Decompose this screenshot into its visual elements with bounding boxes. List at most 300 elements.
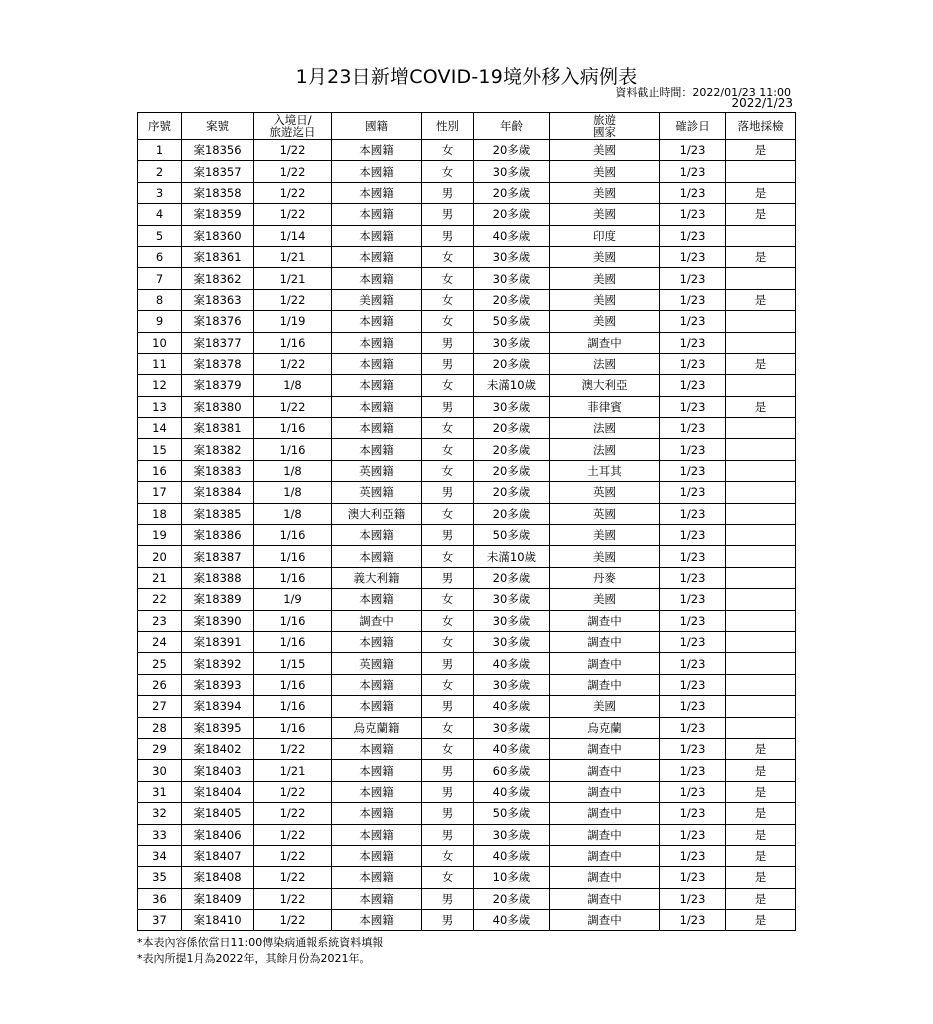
table-cell: 案18405: [182, 803, 254, 824]
table-cell: 調查中: [550, 332, 660, 353]
table-cell: 案18409: [182, 888, 254, 909]
table-cell: 本國籍: [332, 803, 422, 824]
table-cell: 1/23: [660, 546, 726, 567]
table-row: [138, 717, 796, 738]
table-cell: 丹麥: [550, 567, 660, 588]
table-cell: 本國籍: [332, 311, 422, 332]
table-cell: 男: [422, 332, 474, 353]
table-row: [138, 182, 796, 203]
table-cell: 調查中: [550, 631, 660, 652]
table-cell: 1/23: [660, 396, 726, 417]
table-cell: [726, 610, 796, 631]
table-cell: 本國籍: [332, 204, 422, 225]
table-cell: 20多歲: [474, 503, 550, 524]
table-cell: 20多歲: [474, 460, 550, 481]
table-cell: [726, 674, 796, 695]
table-cell: 美國: [550, 204, 660, 225]
table-cell: 案18360: [182, 225, 254, 246]
table-cell: 6: [138, 246, 182, 267]
table-cell: 美國: [550, 696, 660, 717]
table-cell: 案18376: [182, 311, 254, 332]
table-cell: 調查中: [332, 610, 422, 631]
table-cell: 案18384: [182, 482, 254, 503]
table-cell: 1/23: [660, 760, 726, 781]
table-cell: 女: [422, 375, 474, 396]
table-row: [138, 396, 796, 417]
table-cell: 未滿10歲: [474, 546, 550, 567]
table-cell: 30: [138, 760, 182, 781]
table-cell: 1/23: [660, 332, 726, 353]
table-cell: 是: [726, 888, 796, 909]
table-cell: 本國籍: [332, 781, 422, 802]
table-cell: 30多歲: [474, 589, 550, 610]
table-cell: 本國籍: [332, 824, 422, 845]
table-cell: 美國: [550, 311, 660, 332]
table-cell: [726, 311, 796, 332]
table-cell: 調查中: [550, 653, 660, 674]
table-cell: 案18383: [182, 460, 254, 481]
table-cell: 20多歲: [474, 353, 550, 374]
table-cell: 19: [138, 525, 182, 546]
table-cell: 1/23: [660, 867, 726, 888]
table-cell: 女: [422, 867, 474, 888]
table-cell: 案18357: [182, 161, 254, 182]
cutoff-time: 資料截止時間：2022/01/23 11:00: [615, 86, 791, 99]
table-cell: 1/8: [254, 460, 332, 481]
table-cell: 30多歲: [474, 631, 550, 652]
table-cell: 英國: [550, 503, 660, 524]
table-cell: 是: [726, 204, 796, 225]
table-cell: [726, 653, 796, 674]
table-row: [138, 503, 796, 524]
table-cell: 3: [138, 182, 182, 203]
table-cell: 本國籍: [332, 182, 422, 203]
column-header: 序號: [138, 113, 182, 140]
table-cell: 是: [726, 396, 796, 417]
table-cell: 案18406: [182, 824, 254, 845]
table-cell: 20多歲: [474, 140, 550, 161]
table-cell: 女: [422, 418, 474, 439]
table-cell: 美國: [550, 140, 660, 161]
table-cell: 1/23: [660, 653, 726, 674]
table-cell: 本國籍: [332, 140, 422, 161]
table-cell: 32: [138, 803, 182, 824]
table-cell: 1/23: [660, 418, 726, 439]
table-cell: 40多歲: [474, 225, 550, 246]
table-cell: 案18377: [182, 332, 254, 353]
table-cell: 1/23: [660, 268, 726, 289]
table-cell: 男: [422, 225, 474, 246]
table-cell: 澳大利亞籍: [332, 503, 422, 524]
table-cell: 1/22: [254, 845, 332, 866]
table-cell: 1/21: [254, 760, 332, 781]
table-cell: 案18382: [182, 439, 254, 460]
table-cell: 法國: [550, 353, 660, 374]
table-cell: 1/22: [254, 182, 332, 203]
table-row: [138, 546, 796, 567]
table-cell: [726, 161, 796, 182]
table-cell: 1/23: [660, 161, 726, 182]
table-cell: 40多歲: [474, 738, 550, 759]
table-cell: 30多歲: [474, 161, 550, 182]
table-row: [138, 567, 796, 588]
table-cell: 1/23: [660, 567, 726, 588]
table-cell: 30多歲: [474, 246, 550, 267]
table-cell: [726, 589, 796, 610]
table-row: [138, 803, 796, 824]
table-cell: 1/23: [660, 439, 726, 460]
table-cell: 義大利籍: [332, 567, 422, 588]
table-cell: 40多歲: [474, 781, 550, 802]
table-cell: 1/21: [254, 246, 332, 267]
table-cell: 12: [138, 375, 182, 396]
table-cell: 女: [422, 246, 474, 267]
table-row: [138, 204, 796, 225]
table-cell: [726, 418, 796, 439]
table-cell: 女: [422, 546, 474, 567]
table-cell: 本國籍: [332, 396, 422, 417]
table-cell: 本國籍: [332, 418, 422, 439]
table-cell: 30多歲: [474, 396, 550, 417]
table-cell: 1/16: [254, 567, 332, 588]
table-cell: 1/8: [254, 375, 332, 396]
table-cell: 案18386: [182, 525, 254, 546]
table-cell: 23: [138, 610, 182, 631]
table-cell: 1/23: [660, 204, 726, 225]
table-cell: 1/22: [254, 289, 332, 310]
table-cell: 40多歲: [474, 696, 550, 717]
table-row: [138, 311, 796, 332]
table-cell: 1/22: [254, 803, 332, 824]
column-header: 落地採檢: [726, 113, 796, 140]
table-row: [138, 375, 796, 396]
table-cell: 1/22: [254, 824, 332, 845]
table-cell: 是: [726, 781, 796, 802]
table-cell: 調查中: [550, 910, 660, 931]
table-cell: 1/16: [254, 418, 332, 439]
page-title: 1月23日新增COVID-19境外移入病例表: [295, 66, 638, 88]
table-cell: 10: [138, 332, 182, 353]
table-cell: 1/16: [254, 610, 332, 631]
table-cell: 調查中: [550, 867, 660, 888]
table-cell: 1/16: [254, 332, 332, 353]
table-cell: 男: [422, 525, 474, 546]
table-cell: 本國籍: [332, 696, 422, 717]
table-row: [138, 460, 796, 481]
table-row: [138, 589, 796, 610]
table-cell: 烏克蘭: [550, 717, 660, 738]
table-cell: 女: [422, 439, 474, 460]
table-cell: 美國: [550, 589, 660, 610]
table-cell: 案18407: [182, 845, 254, 866]
table-row: [138, 696, 796, 717]
table-row: [138, 631, 796, 652]
table-cell: 26: [138, 674, 182, 695]
table-cell: 本國籍: [332, 525, 422, 546]
table-row: [138, 353, 796, 374]
table-cell: 40多歲: [474, 653, 550, 674]
table-cell: 是: [726, 289, 796, 310]
table-cell: 1/23: [660, 824, 726, 845]
table-cell: 1/23: [660, 674, 726, 695]
table-cell: 美國: [550, 246, 660, 267]
table-cell: 男: [422, 353, 474, 374]
table-cell: 1/23: [660, 910, 726, 931]
table-cell: 本國籍: [332, 246, 422, 267]
table-cell: 1/16: [254, 439, 332, 460]
table-row: [138, 482, 796, 503]
table-cell: 案18410: [182, 910, 254, 931]
table-cell: 案18404: [182, 781, 254, 802]
table-row: [138, 845, 796, 866]
table-row: [138, 332, 796, 353]
table-cell: 男: [422, 803, 474, 824]
table-cell: 22: [138, 589, 182, 610]
table-cell: 美國: [550, 289, 660, 310]
table-cell: 女: [422, 589, 474, 610]
table-cell: 調查中: [550, 781, 660, 802]
table-cell: 27: [138, 696, 182, 717]
table-cell: 20多歲: [474, 567, 550, 588]
table-cell: 美國籍: [332, 289, 422, 310]
table-cell: 1/16: [254, 525, 332, 546]
column-header: 確診日: [660, 113, 726, 140]
table-cell: 1/23: [660, 717, 726, 738]
table-cell: 案18359: [182, 204, 254, 225]
table-cell: 案18391: [182, 631, 254, 652]
table-cell: 13: [138, 396, 182, 417]
table-row: [138, 674, 796, 695]
table-cell: 本國籍: [332, 631, 422, 652]
table-cell: 1/22: [254, 396, 332, 417]
table-cell: 女: [422, 845, 474, 866]
table-cell: 1/23: [660, 845, 726, 866]
table-cell: 女: [422, 140, 474, 161]
table-cell: 男: [422, 182, 474, 203]
table-cell: 25: [138, 653, 182, 674]
table-cell: 1/22: [254, 140, 332, 161]
column-header: 旅遊 國家: [550, 113, 660, 140]
table-row: [138, 161, 796, 182]
table-cell: 1/19: [254, 311, 332, 332]
table-cell: 是: [726, 738, 796, 759]
table-cell: 案18379: [182, 375, 254, 396]
footnote: *表內所提1月為2022年，其餘月份為2021年。: [137, 952, 371, 965]
table-cell: 1: [138, 140, 182, 161]
table-cell: 1/23: [660, 888, 726, 909]
table-cell: [726, 503, 796, 524]
table-cell: 35: [138, 867, 182, 888]
table-row: [138, 140, 796, 161]
table-cell: 本國籍: [332, 161, 422, 182]
table-cell: 案18380: [182, 396, 254, 417]
table-cell: 1/21: [254, 268, 332, 289]
case-table: [137, 112, 796, 931]
table-cell: 33: [138, 824, 182, 845]
table-cell: 1/23: [660, 311, 726, 332]
table-row: [138, 418, 796, 439]
table-cell: 29: [138, 738, 182, 759]
table-cell: 30多歲: [474, 674, 550, 695]
table-row: [138, 439, 796, 460]
table-cell: 30多歲: [474, 824, 550, 845]
table-cell: 1/14: [254, 225, 332, 246]
table-cell: 案18387: [182, 546, 254, 567]
table-cell: 烏克蘭籍: [332, 717, 422, 738]
table-cell: 男: [422, 653, 474, 674]
table-cell: 14: [138, 418, 182, 439]
table-row: [138, 289, 796, 310]
table-cell: 男: [422, 696, 474, 717]
table-cell: 1/23: [660, 460, 726, 481]
column-header: 性別: [422, 113, 474, 140]
table-cell: 1/23: [660, 525, 726, 546]
table-cell: 本國籍: [332, 738, 422, 759]
table-cell: 案18378: [182, 353, 254, 374]
table-cell: 女: [422, 738, 474, 759]
table-cell: 50多歲: [474, 525, 550, 546]
table-cell: 24: [138, 631, 182, 652]
table-cell: [726, 268, 796, 289]
table-cell: 1/23: [660, 140, 726, 161]
table-cell: 18: [138, 503, 182, 524]
table-cell: 17: [138, 482, 182, 503]
table-cell: 女: [422, 311, 474, 332]
table-cell: 女: [422, 268, 474, 289]
table-cell: [726, 482, 796, 503]
table-cell: 本國籍: [332, 268, 422, 289]
column-header: 國籍: [332, 113, 422, 140]
table-cell: 20多歲: [474, 888, 550, 909]
table-cell: 調查中: [550, 845, 660, 866]
table-cell: 美國: [550, 268, 660, 289]
table-cell: 1/23: [660, 803, 726, 824]
table-cell: 1/16: [254, 696, 332, 717]
table-cell: 20多歲: [474, 182, 550, 203]
table-cell: 21: [138, 567, 182, 588]
table-cell: 11: [138, 353, 182, 374]
table-cell: 1/16: [254, 546, 332, 567]
table-cell: 40多歲: [474, 910, 550, 931]
table-cell: 英國籍: [332, 460, 422, 481]
table-cell: 8: [138, 289, 182, 310]
table-cell: 調查中: [550, 760, 660, 781]
table-cell: 案18356: [182, 140, 254, 161]
table-cell: 調查中: [550, 610, 660, 631]
table-cell: 1/22: [254, 910, 332, 931]
table-cell: 案18394: [182, 696, 254, 717]
table-cell: 1/23: [660, 738, 726, 759]
table-cell: 本國籍: [332, 674, 422, 695]
table-cell: [726, 332, 796, 353]
table-row: [138, 246, 796, 267]
table-cell: 本國籍: [332, 439, 422, 460]
table-cell: 男: [422, 482, 474, 503]
table-cell: 案18385: [182, 503, 254, 524]
table-cell: 案18402: [182, 738, 254, 759]
table-cell: 10多歲: [474, 867, 550, 888]
table-cell: 1/15: [254, 653, 332, 674]
table-cell: 案18390: [182, 610, 254, 631]
table-cell: 1/22: [254, 353, 332, 374]
table-cell: 1/23: [660, 503, 726, 524]
table-cell: 案18393: [182, 674, 254, 695]
table-cell: 菲律賓: [550, 396, 660, 417]
table-cell: 是: [726, 845, 796, 866]
table-cell: 1/23: [660, 610, 726, 631]
table-cell: 1/23: [660, 781, 726, 802]
table-cell: 30多歲: [474, 268, 550, 289]
table-cell: 印度: [550, 225, 660, 246]
table-cell: [726, 375, 796, 396]
table-cell: 1/23: [660, 631, 726, 652]
table-cell: 36: [138, 888, 182, 909]
table-cell: 9: [138, 311, 182, 332]
table-cell: 1/23: [660, 353, 726, 374]
table-cell: 法國: [550, 418, 660, 439]
table-cell: 本國籍: [332, 375, 422, 396]
table-cell: 女: [422, 717, 474, 738]
table-cell: 案18392: [182, 653, 254, 674]
table-cell: 20多歲: [474, 289, 550, 310]
table-cell: 案18403: [182, 760, 254, 781]
table-cell: 34: [138, 845, 182, 866]
table-cell: 1/23: [660, 225, 726, 246]
table-cell: 是: [726, 353, 796, 374]
table-cell: 是: [726, 182, 796, 203]
column-header: 年齡: [474, 113, 550, 140]
table-cell: 男: [422, 824, 474, 845]
table-cell: 1/8: [254, 503, 332, 524]
table-cell: [726, 439, 796, 460]
table-cell: 是: [726, 824, 796, 845]
table-cell: 美國: [550, 182, 660, 203]
table-row: [138, 888, 796, 909]
table-cell: 20多歲: [474, 418, 550, 439]
table-cell: 1/23: [660, 589, 726, 610]
table-cell: 調查中: [550, 888, 660, 909]
table-cell: 1/22: [254, 781, 332, 802]
table-cell: 20多歲: [474, 482, 550, 503]
table-row: [138, 525, 796, 546]
table-cell: 28: [138, 717, 182, 738]
table-cell: 1/8: [254, 482, 332, 503]
table-cell: 女: [422, 674, 474, 695]
table-row: [138, 824, 796, 845]
table-cell: 30多歲: [474, 717, 550, 738]
table-cell: 20: [138, 546, 182, 567]
table-cell: 未滿10歲: [474, 375, 550, 396]
table-row: [138, 867, 796, 888]
table-cell: 男: [422, 396, 474, 417]
table-cell: [726, 717, 796, 738]
table-cell: [726, 225, 796, 246]
table-cell: 是: [726, 867, 796, 888]
table-cell: 案18362: [182, 268, 254, 289]
table-cell: 1/16: [254, 717, 332, 738]
table-cell: 40多歲: [474, 845, 550, 866]
table-cell: 男: [422, 910, 474, 931]
table-cell: [726, 631, 796, 652]
table-cell: [726, 525, 796, 546]
table-cell: 50多歲: [474, 803, 550, 824]
table-cell: 20多歲: [474, 439, 550, 460]
table-row: [138, 781, 796, 802]
table-cell: 50多歲: [474, 311, 550, 332]
table-cell: 1/23: [660, 289, 726, 310]
table-cell: 男: [422, 204, 474, 225]
table-row: [138, 653, 796, 674]
